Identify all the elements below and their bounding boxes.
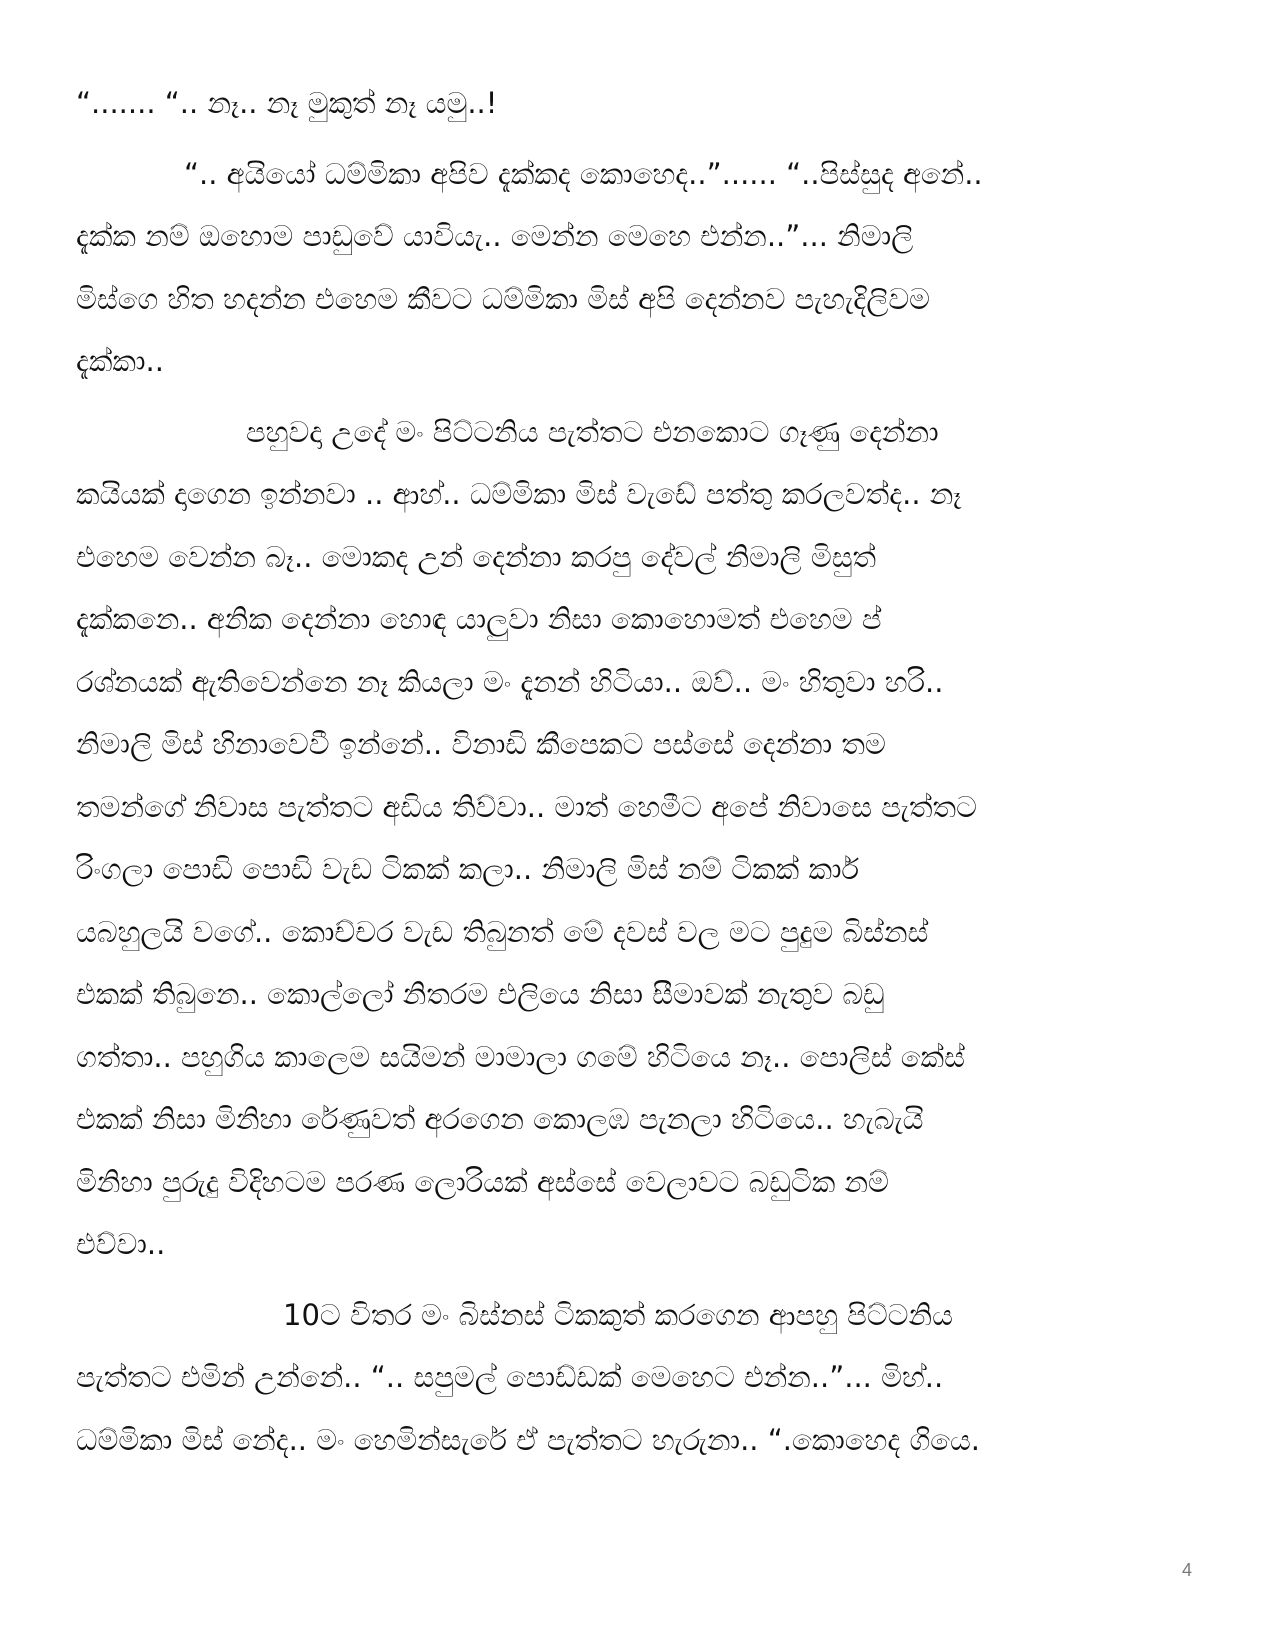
text-line: දැක්ක නම් ඔහොම පාඩුවේ යාවියැ.. මෙන්න මෙහෙ එන්න..”... නිමාලි — [76, 219, 914, 253]
text-line: එව්වා.. — [76, 1227, 166, 1261]
text-line: තමන්ගේ නිවාස පැත්තට අඩිය තිව්වා.. මාත් හෙමීට අපේ නිවාසෙ පැත්තට — [76, 789, 977, 824]
text-line: ධම්මිකා මිස් නේද.. මං හෙමින්සැරේ ඒ පැත්තට හැරුනා.. “.කොහෙද ගියෙ. — [76, 1422, 981, 1457]
text-line: යබහුලයි වගේ.. කොච්චර වැඩ තිබුනත් මේ දවස් වල මට පුදුම බිස්නස් — [76, 914, 929, 949]
text-line: එකක් තිබුනෙ.. කොල්ලෝ නිතරම එලියෙ නිසා සීමාවක් නැතුව බඩු — [76, 977, 885, 1011]
text-line: එකක් නිසා මිනිහා රේණුවත් අරගෙන කොලඹ පැනලා හිටියෙ.. හැබැයි — [76, 1102, 924, 1136]
text-line: රිංගලා පොඩි පොඩි වැඩ ටිකක් කලා.. නිමාලි මිස් නම් ටිකක් කාර් — [76, 852, 860, 886]
text-line: පැත්තට එමින් උන්නේ.. “.. සපුමල් පොඩ්ඩක් මෙහෙට එන්න..”... මිහ්.. — [76, 1360, 944, 1394]
body-text — [76, 72, 1196, 1471]
text-line: මිස්ගෙ හිත හදන්න එහෙම කීවට ධම්මිකා මිස් අපි දෙන්නව පැහැදිලිවම — [76, 281, 931, 316]
text-line: මිනිහා පුරුදු විදිහටම පරණ ලොරියක් අස්සේ වෙලාවට බඩුටික නම් — [76, 1164, 889, 1199]
text-line: දැක්කා.. — [76, 344, 164, 378]
text-line: “.. අයියෝ ධම්මිකා අපිව දැක්කද කොහෙද..”...... “..පිස්සුද අනේ.. — [184, 156, 983, 191]
text-line: දැක්කනෙ.. අනික දෙන්නා හොඳ යාලුවා නිසා කොහොමත් එහෙම ප් — [76, 602, 882, 636]
page-number: 4 — [1182, 1560, 1193, 1580]
text-line: පහුවදා උදේ මං පිට්ටනිය පැත්තට එනකොට ගෑණු දෙන්නා — [246, 414, 939, 449]
text-line: ගත්තා.. පහුගිය කාලෙම සයිමන් මාමාලා ගමේ හිටියෙ නෑ.. පොලිස් කේස් — [76, 1039, 965, 1074]
text-line: කයියක් දාගෙන ඉන්නවා .. ආහ්.. ධම්මිකා මිස් වැඩේ පත්තු කරලවත්ද.. නෑ — [76, 477, 962, 511]
text-line: එහෙම වෙන්න බෑ.. මොකද උන් දෙන්නා කරපු දේවල් නිමාලි මිසුත් — [76, 539, 877, 574]
text-line: නිමාලි මිස් හිනාවෙවී ඉන්නේ.. විනාඩි කීපෙකට පස්සේ දෙන්නා තම — [76, 727, 886, 761]
text-line: රශ්නයක් ඇතිවෙන්නෙ නෑ කියලා මං දැනන් හිටියා.. ඔව්.. මං හිතුවා හරි.. — [76, 664, 944, 699]
text-line: “....... “.. නෑ.. නෑ මුකුත් නෑ යමු..! — [76, 86, 498, 120]
text-line: 10ට විතර මං බිස්නස් ටිකකුත් කරගෙන ආපහු පිට්ටනිය — [283, 1297, 953, 1332]
